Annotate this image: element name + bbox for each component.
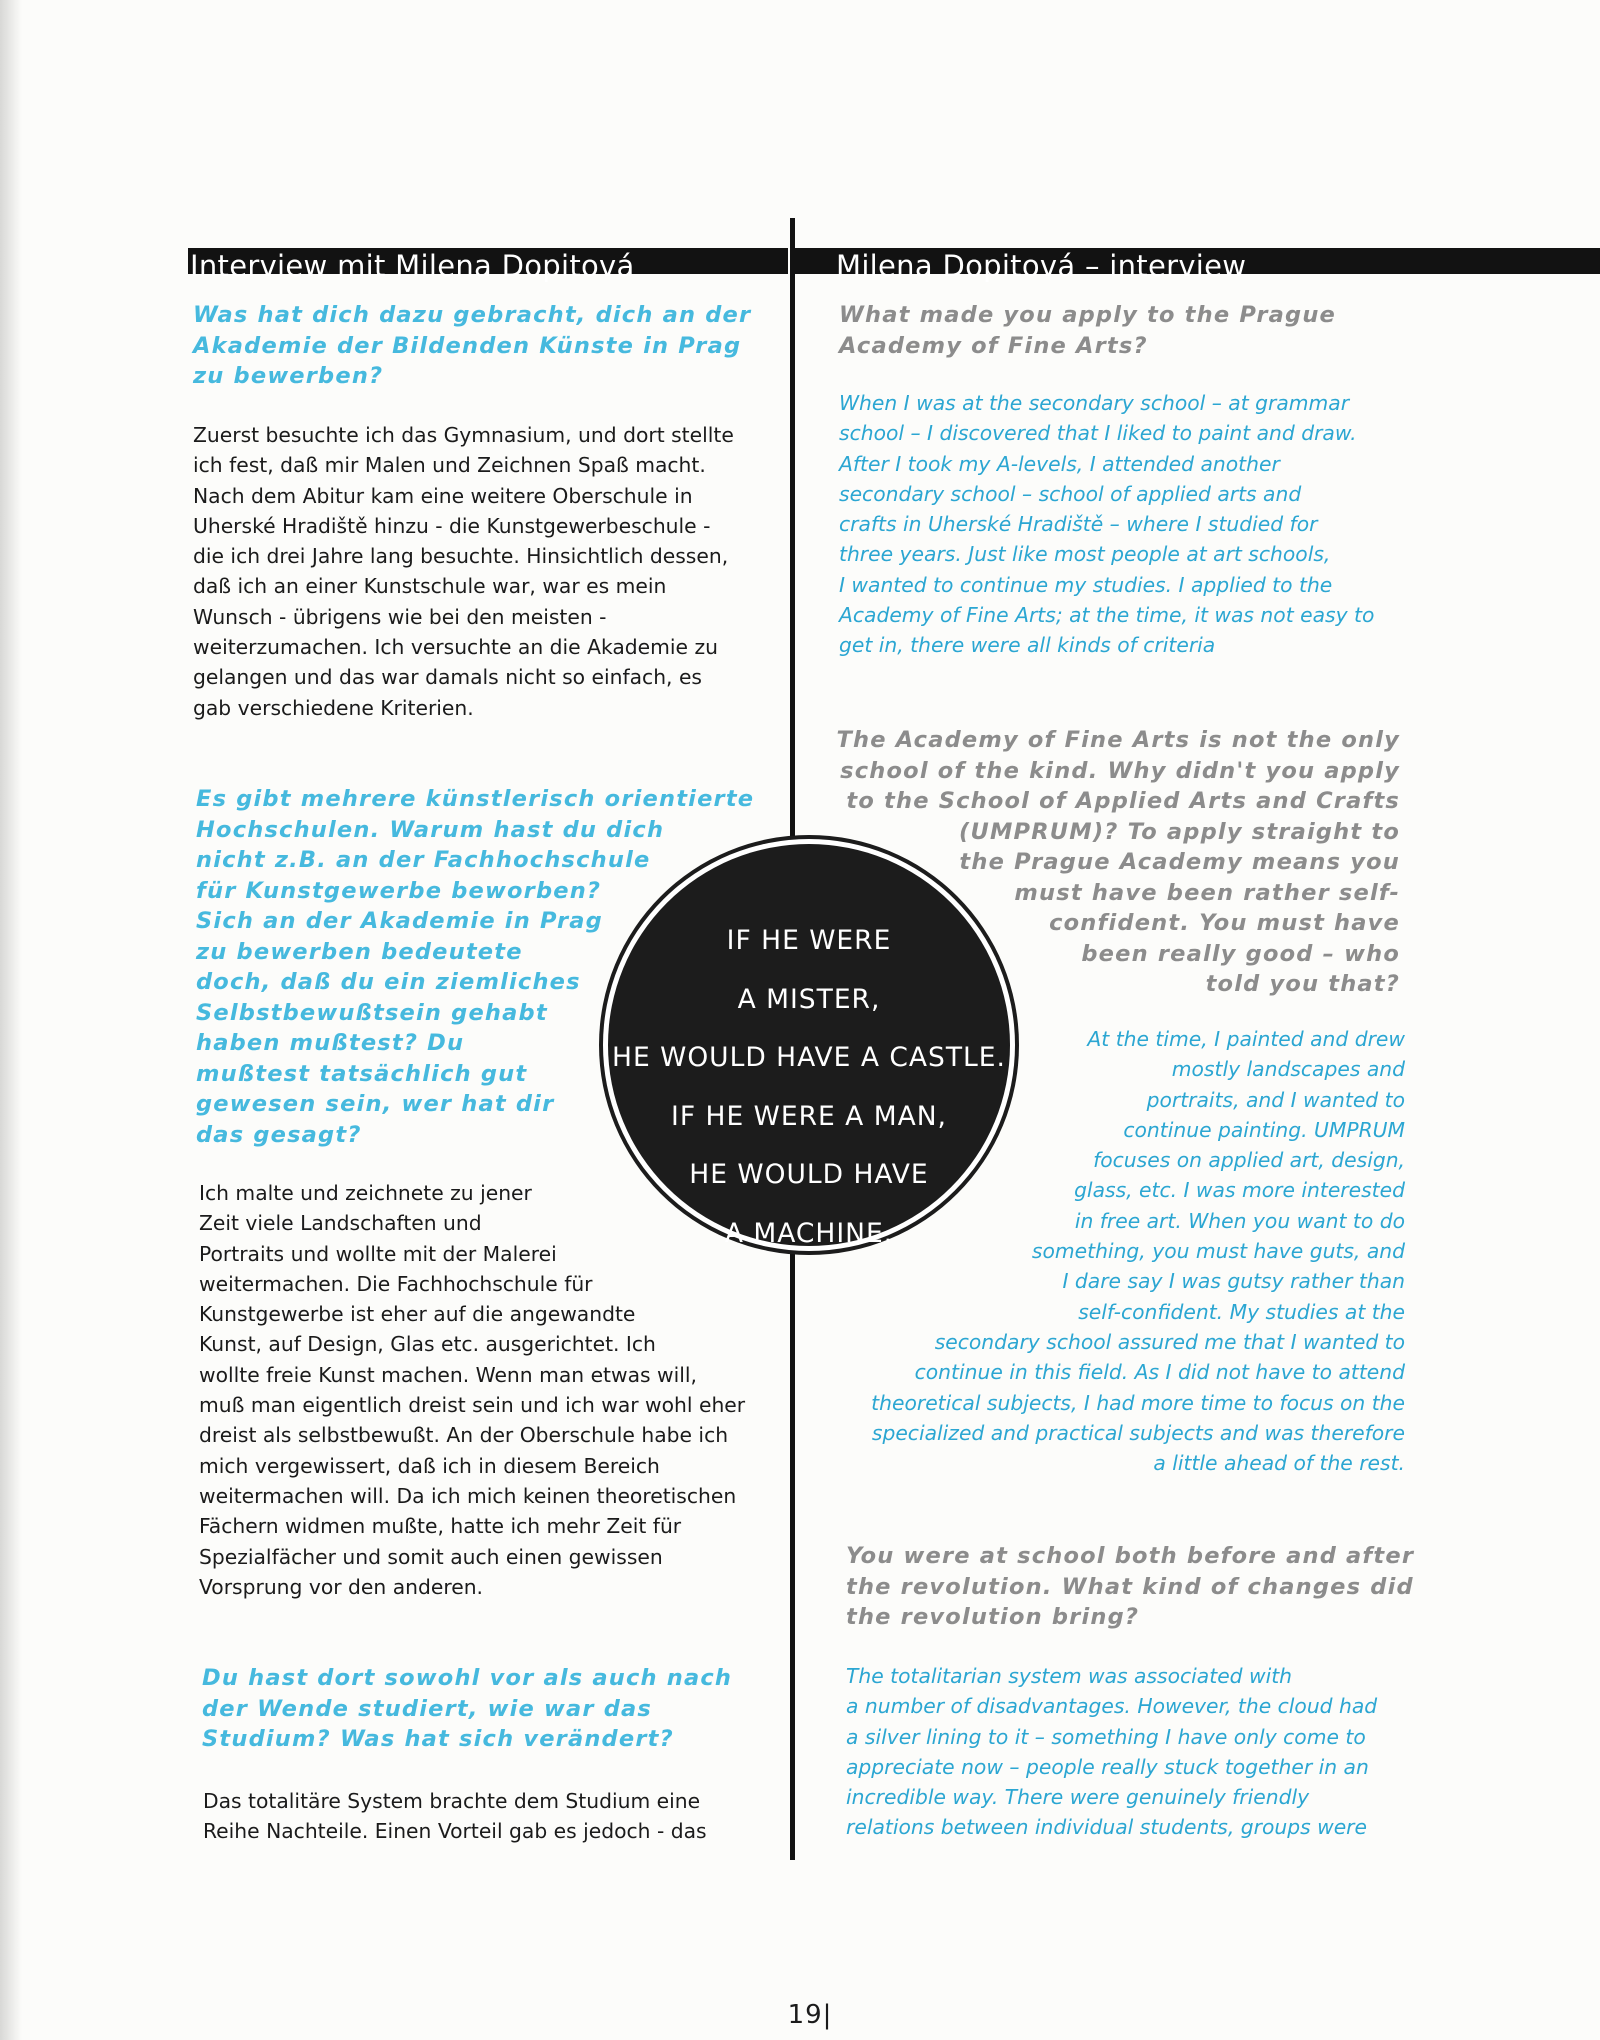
text-line: told you that?	[1205, 971, 1400, 997]
text-line: Academy of Fine Arts; at the time, it was not easy to	[839, 603, 1375, 628]
text-line: Wunsch - übrigens wie bei den meisten -	[193, 604, 607, 629]
text-line: Vorsprung vor den anderen.	[199, 1574, 484, 1599]
text-line: the revolution. What kind of changes did	[846, 1573, 1414, 1600]
text-line: theoretical subjects, I had more time to focus on the	[871, 1390, 1405, 1415]
text-line: zu bewerben?	[193, 363, 384, 389]
text-line: daß ich an einer Kunstschule war, war es mein	[193, 574, 667, 599]
text-line: weitermachen will. Da ich mich keinen theoretischen	[199, 1483, 737, 1508]
text-line: Hochschulen. Warum hast du dich	[196, 816, 665, 843]
text-line: nicht z.B. an der Fachhochschule	[196, 847, 651, 873]
text-line: Academy of Fine Arts?	[839, 332, 1148, 359]
english-question-3	[846, 1541, 1414, 1633]
text-line: gewesen sein, wer hat dir	[196, 1091, 555, 1117]
text-line: Du hast dort sowohl vor als auch nach	[202, 1665, 733, 1691]
text-line: What made you apply to the Prague	[839, 302, 1336, 328]
text-line: something, you must have guts, and	[1031, 1239, 1405, 1264]
text-line: mich vergewissert, daß ich in diesem Bereich	[199, 1453, 660, 1478]
text-line: zu bewerben bedeutete	[196, 938, 523, 965]
text-line: haben mußtest? Du	[196, 1030, 465, 1056]
text-line: weiterzumachen. Ich versuchte an die Akademie zu	[193, 635, 718, 660]
text-line: Spezialfächer und somit auch einen gewissen	[199, 1544, 663, 1569]
header-title-german: Interview mit Milena Dopitová	[190, 249, 635, 283]
text-line: A MISTER,	[737, 983, 881, 1015]
text-line: must have been rather self-	[1014, 879, 1400, 906]
text-line: HE WOULD HAVE	[689, 1159, 929, 1190]
text-line: glass, etc. I was more interested	[1074, 1178, 1405, 1203]
text-line: mußtest tatsächlich gut	[196, 1060, 528, 1087]
text-line: Studium? Was hat sich verändert?	[202, 1726, 674, 1752]
text-line: secondary school – school of applied arts and	[839, 481, 1302, 506]
text-line: continue in this field. As I did not have to attend	[914, 1360, 1405, 1385]
text-line: been really good – who	[1081, 940, 1400, 967]
text-line: Kunstgewerbe ist eher auf die angewandte	[199, 1302, 636, 1327]
text-line: Nach dem Abitur kam eine weitere Oberschule in	[193, 483, 693, 508]
text-line: relations between individual students, groups were	[846, 1815, 1367, 1840]
text-line: portraits, and I wanted to	[1146, 1087, 1405, 1112]
text-line: Uherské Hradiště hinzu - die Kunstgewerbeschule -	[193, 513, 711, 538]
german-question-3	[202, 1663, 732, 1755]
text-line: incredible way. There were genuinely friendly	[846, 1785, 1310, 1810]
page-number: 19|	[787, 2000, 833, 2030]
german-answer-3	[203, 1786, 707, 1847]
english-answer-1	[839, 388, 1374, 661]
text-line: für Kunstgewerbe beworben?	[196, 877, 602, 904]
text-line: self-confident. My studies at the	[1078, 1299, 1405, 1324]
text-line: school – I discovered that I liked to paint and draw.	[839, 421, 1357, 446]
text-line: die ich drei Jahre lang besuchte. Hinsichtlich dessen,	[193, 544, 729, 569]
text-line: confident. You must have	[1049, 910, 1400, 936]
text-line: At the time, I painted and drew	[1087, 1027, 1405, 1051]
text-line: Zeit viele Landschaften und	[199, 1211, 482, 1236]
text-line: You were at school both before and after	[846, 1543, 1415, 1569]
text-line: wollte freie Kunst machen. Wenn man etwas will,	[199, 1362, 697, 1387]
text-line: dreist als selbstbewußt. An der Oberschule habe ich	[199, 1423, 729, 1448]
text-line: crafts in Uherské Hradiště – where I studied for	[839, 512, 1318, 537]
text-line: Es gibt mehrere künstlerisch orientierte	[196, 786, 755, 812]
text-line: a number of disadvantages. However, the cloud had	[846, 1694, 1378, 1719]
text-line: das gesagt?	[196, 1121, 362, 1148]
text-line: gelangen und das war damals nicht so einfach, es	[193, 665, 702, 690]
text-line: weitermachen. Die Fachhochschule für	[199, 1271, 593, 1296]
text-line: Das totalitäre System brachte dem Studium eine	[203, 1789, 701, 1813]
text-line: secondary school assured me that I wanted to	[934, 1329, 1405, 1354]
text-line: Was hat dich dazu gebracht, dich an der	[193, 302, 752, 328]
text-line: der Wende studiert, wie war das	[202, 1695, 653, 1722]
german-question-1	[193, 300, 751, 392]
text-line: HE WOULD HAVE A CASTLE.	[612, 1042, 1006, 1073]
text-line: Portraits und wollte mit der Malerei	[199, 1241, 557, 1266]
text-line: three years. Just like most people at art schools,	[839, 542, 1331, 567]
text-line: When I was at the secondary school – at grammar	[839, 391, 1350, 415]
text-line: muß man eigentlich dreist sein und ich war wohl eher	[199, 1393, 746, 1418]
quote-text	[608, 912, 1010, 1263]
text-line: Reihe Nachteile. Einen Vorteil gab es jedoch - das	[203, 1819, 707, 1844]
text-line: a silver lining to it – something I have only come to	[846, 1724, 1366, 1749]
text-line: ich fest, daß mir Malen und Zeichnen Spaß macht.	[193, 453, 706, 478]
text-line: The Academy of Fine Arts is not the only	[836, 727, 1400, 753]
text-line: doch, daß du ein ziemliches	[196, 969, 581, 995]
text-line: the revolution bring?	[846, 1604, 1140, 1630]
text-line: The totalitarian system was associated with	[846, 1664, 1293, 1688]
english-answer-3	[846, 1661, 1377, 1843]
text-line: Zuerst besuchte ich das Gymnasium, und dort stellte	[193, 423, 734, 447]
text-line: Fächern widmen mußte, hatte ich mehr Zeit für	[199, 1514, 682, 1539]
text-line: appreciate now – people really stuck together in an	[846, 1754, 1369, 1779]
text-line: to the School of Applied Arts and Crafts	[846, 788, 1400, 814]
text-line: continue painting. UMPRUM	[1123, 1117, 1405, 1142]
text-line: gab verschiedene Kriterien.	[193, 695, 474, 720]
text-line: After I took my A-levels, I attended another	[839, 451, 1280, 476]
text-line: Kunst, auf Design, Glas etc. ausgerichtet. Ich	[199, 1332, 656, 1357]
english-question-1	[839, 300, 1336, 361]
spine-shadow	[0, 0, 22, 2040]
text-line: school of the kind. Why didn't you apply	[840, 757, 1400, 784]
text-line: in free art. When you want to do	[1074, 1208, 1405, 1233]
text-line: A MACHINE.	[724, 1217, 894, 1249]
text-line: focuses on applied art, design,	[1093, 1148, 1405, 1173]
text-line: I wanted to continue my studies. I applied to the	[839, 572, 1333, 597]
header-title-english: Milena Dopitová – interview	[836, 249, 1247, 283]
text-line: Akademie der Bildenden Künste in Prag	[193, 332, 742, 359]
text-line: get in, there were all kinds of criteria	[839, 633, 1216, 658]
text-line: mostly landscapes and	[1171, 1057, 1405, 1082]
text-line: (UMPRUM)? To apply straight to	[959, 818, 1400, 845]
text-line: a little ahead of the rest.	[1153, 1451, 1405, 1476]
text-line: specialized and practical subjects and was therefore	[871, 1420, 1405, 1445]
german-answer-1	[193, 420, 734, 723]
text-line: Sich an der Akademie in Prag	[196, 908, 603, 934]
text-line: IF HE WERE A MAN,	[671, 1100, 947, 1132]
text-line: Ich malte und zeichnete zu jener	[199, 1181, 532, 1205]
text-line: the Prague Academy means you	[959, 849, 1400, 875]
text-line: IF HE WERE	[726, 925, 892, 956]
text-line: I dare say I was gutsy rather than	[1062, 1269, 1405, 1294]
text-line: Selbstbewußtsein gehabt	[196, 999, 548, 1026]
